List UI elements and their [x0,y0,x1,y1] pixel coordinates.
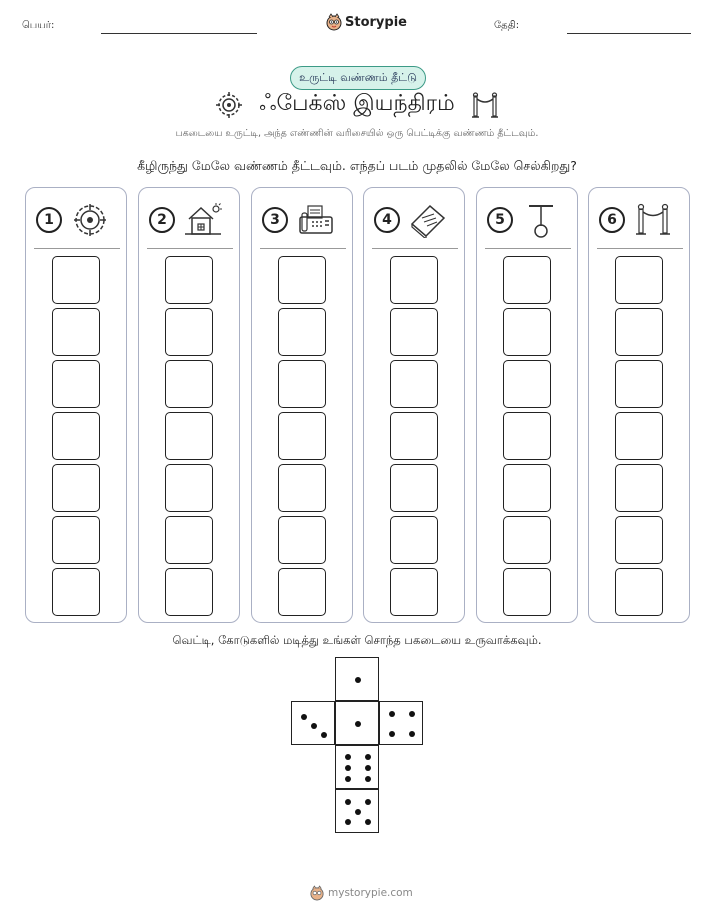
column-header [147,202,233,238]
color-box[interactable] [278,464,326,512]
instructions: பகடையை உருட்டி, அந்த எண்ணின் வரிசையில் ஒரு பெட்டிக்கு வண்ணம் தீட்டவும். [175,128,539,139]
column-divider [34,248,120,249]
brand-logo [326,13,407,31]
dice-pip [365,754,371,760]
gear-icon [70,202,110,238]
color-box[interactable] [52,256,100,304]
rope-barrier-icon [470,90,500,120]
roll-column-2 [138,187,240,623]
dice-pip [365,799,371,805]
column-divider [147,248,233,249]
dice-pip [355,809,361,815]
dice-pip [311,723,317,729]
color-box[interactable] [52,308,100,356]
color-box[interactable] [390,516,438,564]
dice-face [291,701,335,745]
color-box[interactable] [165,464,213,512]
question: கீழிருந்து மேலே வண்ணம் தீட்டவும். எந்தப் படம் முதலில் மேலே செல்கிறது? [137,158,577,173]
dice-face [335,701,379,745]
dice-pip [355,677,361,683]
color-box[interactable] [390,360,438,408]
dice-face [379,701,423,745]
column-divider [260,248,346,249]
column-divider [372,248,458,249]
title-text: ஃபேக்ஸ் இயந்திரம் [259,91,455,116]
color-box[interactable] [52,360,100,408]
dice-pip [345,799,351,805]
house-icon [183,202,223,238]
color-box[interactable] [52,464,100,512]
dice-pip [365,765,371,771]
color-box[interactable] [503,516,551,564]
fax-machine-icon [296,202,336,238]
column-divider [597,248,683,249]
rope-barrier-icon [633,202,673,238]
gear-icon [214,90,244,120]
column-number: 6 [599,207,625,233]
dice-pip [365,819,371,825]
dice-pip [355,721,361,727]
color-box[interactable] [52,568,100,616]
color-box[interactable] [278,412,326,460]
name-label: பெயர்: [22,20,55,31]
color-box[interactable] [165,256,213,304]
roll-column-3 [251,187,353,623]
color-box[interactable] [615,308,663,356]
dice-pip [365,776,371,782]
owl-mascot-icon [326,13,342,31]
color-box[interactable] [390,568,438,616]
color-box[interactable] [165,360,213,408]
color-box[interactable] [503,412,551,460]
color-box[interactable] [615,464,663,512]
color-box[interactable] [278,568,326,616]
dice-pip [301,714,307,720]
book-icon [408,202,448,238]
dice-pip [321,732,327,738]
footer [310,885,413,901]
column-number: 3 [262,207,288,233]
dice-pip [409,731,415,737]
dice-face [335,745,379,789]
color-box[interactable] [615,516,663,564]
column-divider [485,248,571,249]
color-box[interactable] [278,308,326,356]
color-box[interactable] [390,308,438,356]
dice-face [335,789,379,833]
activity-badge: உருட்டி வண்ணம் தீட்டு [290,66,426,90]
color-box[interactable] [615,412,663,460]
color-box[interactable] [165,516,213,564]
roll-column-1 [25,187,127,623]
color-box[interactable] [278,360,326,408]
dice-pip [389,731,395,737]
color-box[interactable] [52,412,100,460]
color-box[interactable] [503,256,551,304]
date-field[interactable] [567,33,691,34]
page-title [0,90,714,120]
dice-pip [345,754,351,760]
roll-column-4 [363,187,465,623]
dice-pip [345,765,351,771]
pendulum-icon [521,202,561,238]
color-box[interactable] [278,256,326,304]
owl-mascot-icon [310,885,324,901]
color-box[interactable] [615,360,663,408]
footer-url: mystorypie.com [328,887,413,899]
color-box[interactable] [165,308,213,356]
color-box[interactable] [390,464,438,512]
color-box[interactable] [165,412,213,460]
column-number: 4 [374,207,400,233]
color-box[interactable] [615,256,663,304]
column-header [34,202,120,238]
column-number: 5 [487,207,513,233]
column-header [260,202,346,238]
dice-pip [389,711,395,717]
column-header [485,202,571,238]
brand-name: Storypie [345,14,407,30]
color-box[interactable] [390,412,438,460]
column-number: 2 [149,207,175,233]
color-box[interactable] [615,568,663,616]
color-box[interactable] [390,256,438,304]
name-field[interactable] [101,33,257,34]
roll-column-5 [476,187,578,623]
color-box[interactable] [503,568,551,616]
dice-pip [345,819,351,825]
color-box[interactable] [503,308,551,356]
column-header [372,202,458,238]
dice-face [335,657,379,701]
column-header [597,202,683,238]
color-box[interactable] [503,464,551,512]
color-box[interactable] [165,568,213,616]
color-box[interactable] [278,516,326,564]
column-number: 1 [36,207,62,233]
color-box[interactable] [503,360,551,408]
roll-column-6 [588,187,690,623]
date-label: தேதி: [494,20,520,31]
dice-pip [409,711,415,717]
cut-instruction: வெட்டி, கோடுகளில் மடித்து உங்கள் சொந்த பகடையை உருவாக்கவும். [172,633,542,647]
dice-pip [345,776,351,782]
color-box[interactable] [52,516,100,564]
